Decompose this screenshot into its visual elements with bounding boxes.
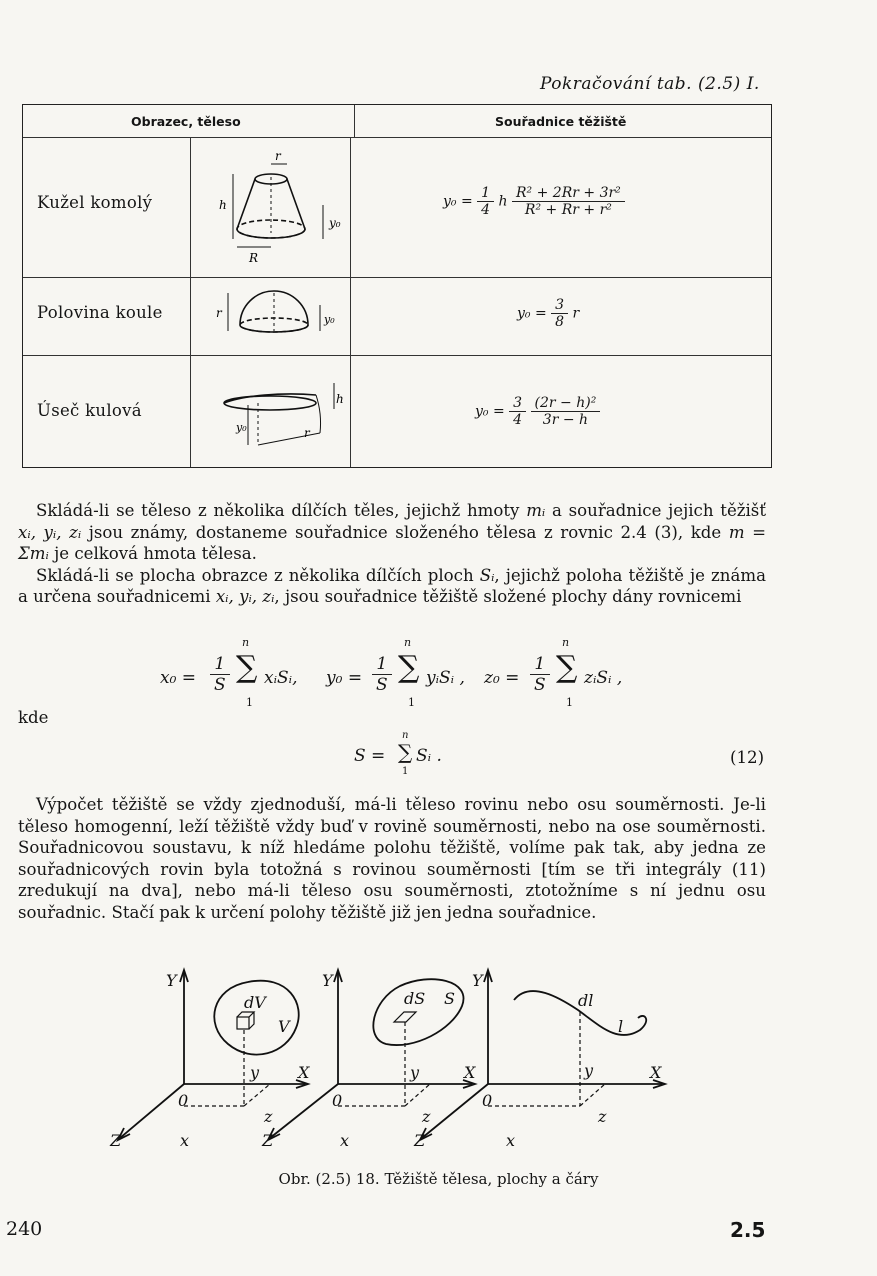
equation-number-12: (12) (730, 748, 765, 767)
fig2-O: 0 (332, 1091, 343, 1110)
equation-12: S = n ∑ 1 Sᵢ . (354, 730, 442, 777)
col-divider-2 (350, 137, 351, 467)
hemisphere-label-r: r (216, 306, 222, 320)
fig3-dl: dl (578, 991, 594, 1010)
paragraph-3: Výpočet těžiště se vždy zjednoduší, má-li těleso rovinu nebo osu souměrnosti. Je-li těleso homogenní, leží těžiště vždy buď v rovině souměrnosti, nebo na ose souměrnosti. Souřadnicovou soustavu, k níž hledáme polohu těžiště, volíme pak tak, aby jedna ze souřadnicových rovin byla totožná s rovinou souměrnosti [tím se tři integrály (11) zredukují na dva], nebo má-li těleso osu souměrnosti, ztotožníme s ní jednu osu souřadnic. Stačí pak k určení polohy těžiště již jen jedna souřadnice. (18, 795, 766, 922)
eq-ys: yᵢSᵢ , (426, 668, 465, 688)
row-divider-1 (23, 277, 771, 278)
paragraph-bodies (18, 500, 766, 608)
segment-formula (475, 395, 600, 428)
paragraph-3-wrap (18, 794, 766, 924)
continuation-header: Pokračování tab. (2.5) I. (540, 74, 760, 94)
frustum-label-r: r (275, 149, 281, 163)
fig3-Y: Y (472, 971, 483, 990)
frustum-mid: h (498, 193, 508, 210)
fig1-y: y (250, 1063, 260, 1082)
sum-z: ∑ (556, 650, 578, 685)
hemisphere-formula (517, 297, 579, 330)
fig3-X: X (650, 1063, 662, 1082)
frustum-num: R² + 2Rr + 3r² (512, 185, 625, 202)
col-divider-1 (190, 137, 191, 467)
paragraph-1: Skládá-li se těleso z několika dílčích těles, jejichž hmoty mᵢ a souřadnice jejich těžišť xᵢ, yᵢ, zᵢ jsou známy, dostaneme souřadnice složeného tělesa z rovnic 2.4 (3), kde m = Σmᵢ je celková hmota tělesa. (18, 501, 767, 564)
section-number: 2.5 (730, 1218, 766, 1242)
fig1-z: z (264, 1107, 273, 1126)
fig3-O: 0 (482, 1091, 493, 1110)
frustum-figure (203, 147, 343, 272)
centroid-equations: x₀ = $\frac{1}{S}$ n ∑ 1 xᵢSᵢ, y₀ = $\frac{1}{S}$ n ∑ 1 yᵢSᵢ , z₀ = $\frac{1}{S}$ n ∑ 1 zᵢSᵢ , (160, 636, 623, 709)
row-name-segment: Úseč kulová (37, 401, 142, 420)
table-header-shape: Obrazec, těleso (131, 114, 241, 129)
word-kde: kde (18, 708, 49, 727)
fig2-y: y (410, 1063, 420, 1082)
fig3-y: y (584, 1061, 594, 1080)
fig1-X: X (298, 1063, 310, 1082)
segment-label-y0: y₀ (236, 421, 247, 434)
hemisphere-mid: r (572, 305, 580, 322)
frustum-label-h: h (219, 198, 227, 212)
header-divider (23, 137, 771, 138)
eq-x0: x₀ = (160, 668, 197, 688)
fig1-O: 0 (178, 1091, 189, 1110)
centroid-table (22, 104, 772, 468)
fig1-Y: Y (166, 971, 177, 990)
paragraph-2: Skládá-li se plocha obrazce z několika dílčích ploch Sᵢ, jejichž poloha těžiště je známa a určena souřadnicemi xᵢ, yᵢ, zᵢ, jsou souřadnice těžiště složené plochy dány rovnicemi (18, 565, 766, 607)
fig3-z: z (598, 1107, 607, 1126)
eq-y0: y₀ = (326, 668, 363, 688)
row-divider-2 (23, 355, 771, 356)
segment-label-r: r (304, 426, 310, 440)
frustum-label-y0: y₀ (329, 216, 341, 230)
frustum-formula (443, 185, 625, 218)
eq-zs: zᵢSᵢ , (584, 668, 623, 688)
hemisphere-coef-num: 3 (551, 297, 568, 314)
eq-xs: xᵢSᵢ, (264, 668, 298, 688)
fig3-l: l (618, 1017, 624, 1036)
hemisphere-lhs: y₀ = (517, 305, 547, 322)
table-header-centroid: Souřadnice těžiště (495, 114, 627, 129)
fig1-V: V (278, 1017, 290, 1036)
fig2-Y: Y (322, 971, 333, 990)
segment-coef-den: 4 (513, 412, 523, 428)
hemisphere-figure (208, 285, 343, 347)
segment-figure (208, 365, 348, 465)
fig1-x: x (180, 1131, 190, 1150)
row-name-hemisphere: Polovina koule (37, 303, 163, 322)
frustum-coef-den: 4 (481, 202, 491, 218)
page-number: 240 (6, 1218, 43, 1240)
figure-caption: Obr. (2.5) 18. Těžiště tělesa, plochy a čáry (278, 1170, 599, 1188)
header-col-divider (354, 105, 355, 137)
fig2-X: X (464, 1063, 476, 1082)
segment-lhs: y₀ = (475, 403, 505, 420)
hemisphere-label-y0: y₀ (324, 313, 335, 326)
fig3-x: x (506, 1131, 516, 1150)
sum-y: ∑ (398, 650, 420, 685)
fig1-Z: Z (110, 1131, 122, 1150)
fig3-Z: Z (414, 1131, 426, 1150)
fig1-dV: dV (244, 993, 266, 1012)
frustum-lhs: y₀ = (443, 193, 473, 210)
frustum-den: R² + Rr + r² (524, 202, 612, 218)
fig2-Z: Z (262, 1131, 274, 1150)
hemisphere-coef-den: 8 (555, 314, 565, 330)
frustum-label-R: R (249, 251, 259, 265)
fig2-dS: dS (404, 989, 426, 1008)
segment-coef-num: 3 (509, 395, 526, 412)
frustum-coef-num: 1 (477, 185, 494, 202)
fig2-x: x (340, 1131, 350, 1150)
segment-label-h: h (336, 392, 344, 406)
segment-num: (2r − h)² (531, 395, 601, 412)
eq-z0: z₀ = (484, 668, 520, 688)
fig2-z: z (422, 1107, 431, 1126)
segment-den: 3r − h (542, 412, 589, 428)
centroid-figure (100, 960, 680, 1160)
sum-x: ∑ (236, 650, 258, 685)
row-name-frustum: Kužel komolý (37, 193, 153, 212)
fig2-S: S (444, 989, 455, 1008)
